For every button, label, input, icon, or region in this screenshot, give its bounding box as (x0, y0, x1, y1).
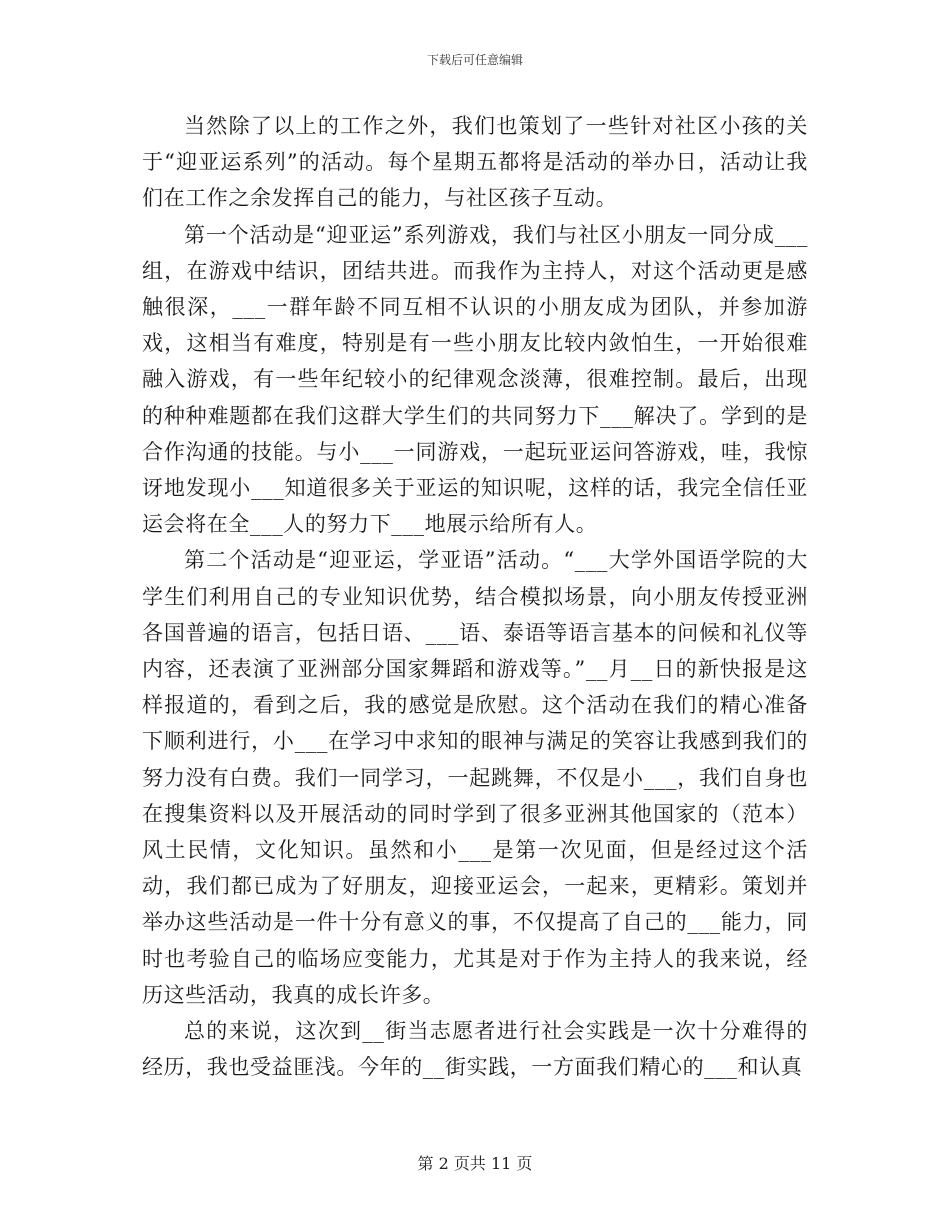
document-body (142, 108, 808, 1085)
page-number: 第 2 页共 11 页 (417, 1154, 533, 1173)
page-header: 下载后可任意编辑 (426, 53, 523, 67)
paragraph-activities-intro: 当然除了以上的工作之外，我们也策划了一些针对社区小孩的关于“迎亚运系列”的活动。每个星期五都将是活动的举办日，活动让我们在工作之余发挥自己的能力，与社区孩子互动。 (142, 114, 808, 211)
paragraph-summary: 总的来说，这次到__街当志愿者进行社会实践是一次十分难得的经历，我也受益匪浅。今年的__街实践，一方面我们精心的___和认真 (142, 1019, 808, 1080)
paragraph-second-activity: 第二个活动是“迎亚运，学亚语”活动。“___大学外国语学院的大学生们利用自己的专业知识优势，结合模拟场景，向小朋友传授亚洲各国普遍的语言，包括日语、___语、泰语等语言基本的问候和礼仪等内容，还表演了亚洲部分国家舞蹈和游戏等。”__月__日的新快报是这样报道的，看到之后，我的感觉是欣慰。这个活动在我们的精心准备下顺利进行，小___在学习中求知的眼神与满足的笑容让我感到我们的努力没有白费。我们一同学习，一起跳舞，不仅是小___，我们自身也在搜集资料以及开展活动的同时学到了很多亚洲其他国家的（范本）风土民情，文化知识。虽然和小___是第一次见面，但是经过这个活动，我们都已成为了好朋友，迎接亚运会，一起来，更精彩。策划并举办这些活动是一件十分有意义的事，不仅提高了自己的___能力，同时也考验自己的临场应变能力，尤其是对于作为主持人的我来说，经历这些活动，我真的成长许多。 (142, 548, 808, 1007)
paragraph-first-activity: 第一个活动是“迎亚运”系列游戏，我们与社区小朋友一同分成___组，在游戏中结识，团结共进。而我作为主持人，对这个活动更是感触很深，___一群年龄不同互相不认识的小朋友成为团队，并参加游戏，这相当有难度，特别是有一些小朋友比较内敛怕生，一开始很难融入游戏，有一些年纪较小的纪律观念淡薄，很难控制。最后，出现的种种难题都在我们这群大学生们的共同努力下___解决了。学到的是合作沟通的技能。与小___一同游戏，一起玩亚运问答游戏，哇，我惊讶地发现小___知道很多关于亚运的知识呢，这样的话，我完全信任亚运会将在全___人的努力下___地展示给所有人。 (142, 222, 808, 537)
